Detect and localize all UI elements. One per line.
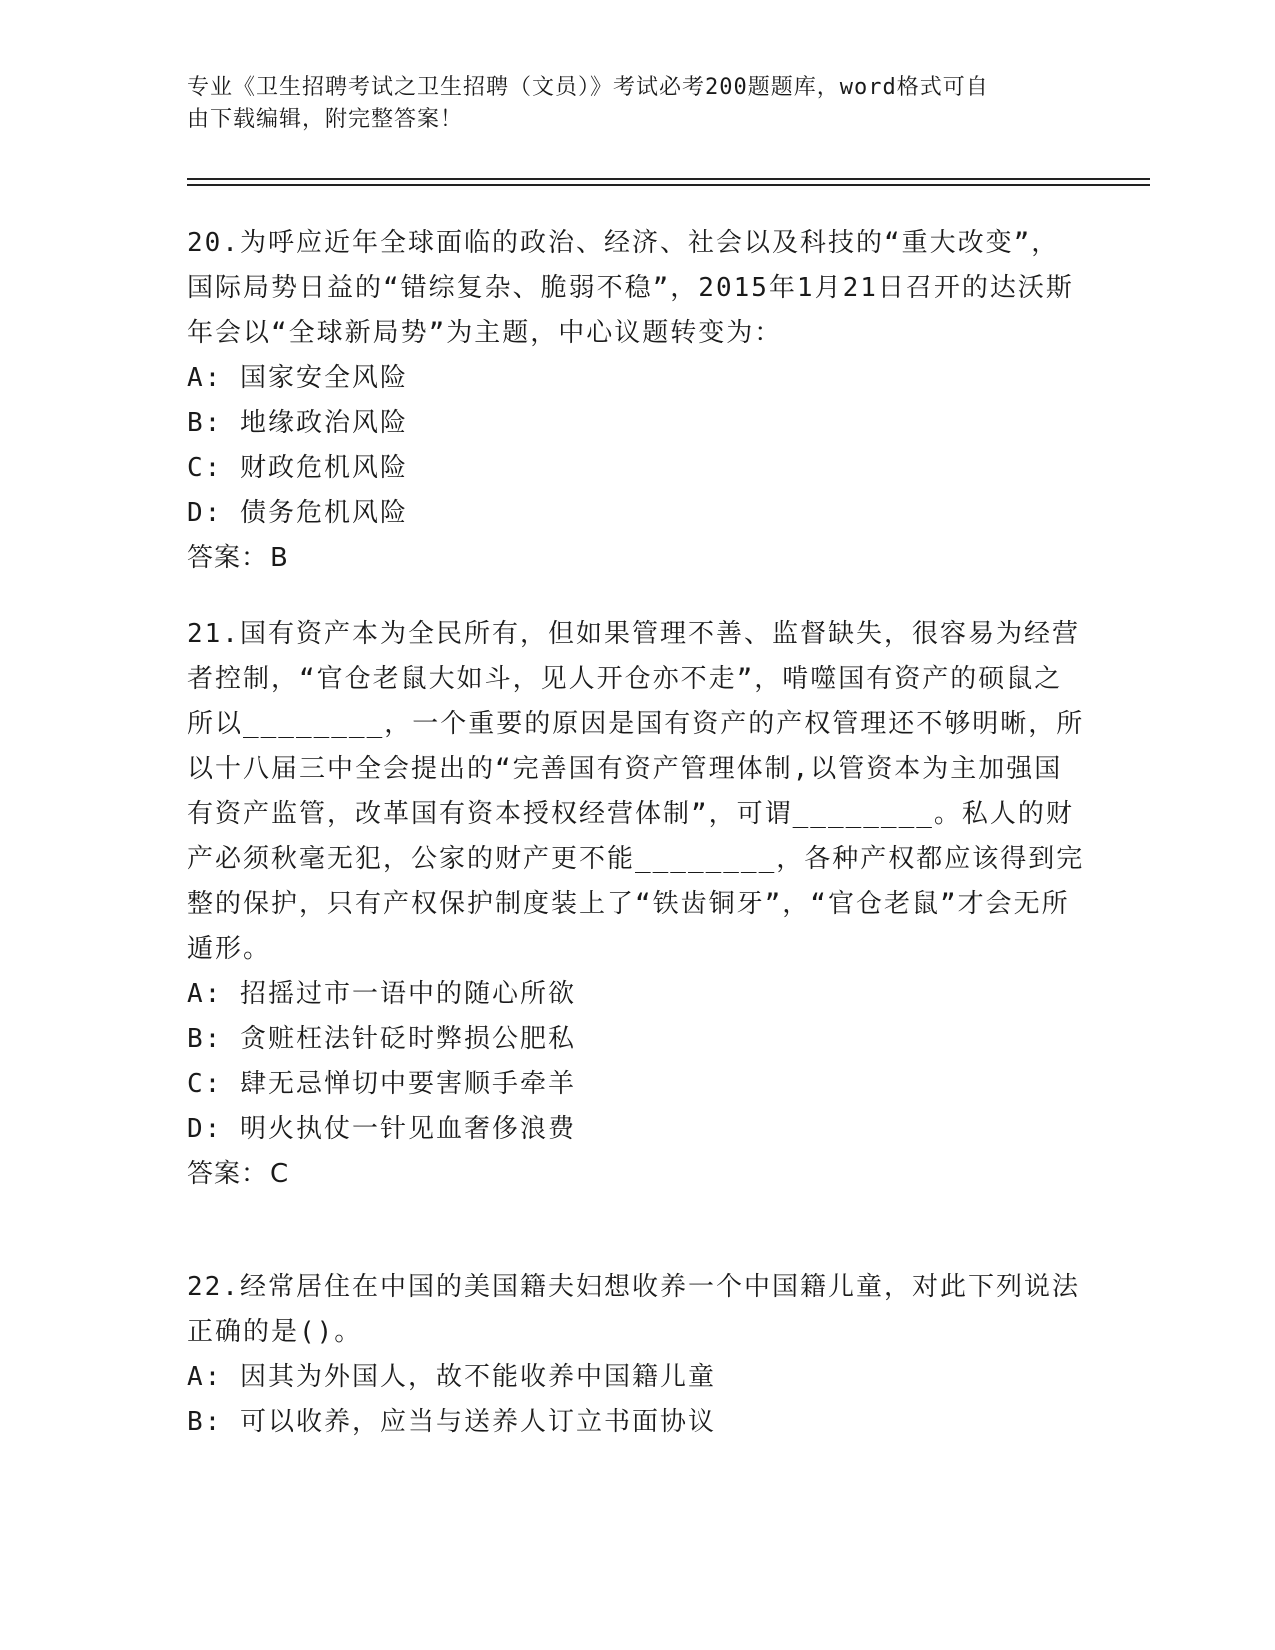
question-stem: 21.国有资产本为全民所有，但如果管理不善、监督缺失，很容易为经营者控制，“官仓老鼠大如斗，见人开仓亦不走”，啃噬国有资产的硕鼠之所以________，一个重要的原因是国有资产的产权管理还不够明晰，所以十八届三中全会提出的“完善国有资产管理体制,以管资本为主加强国有资产监管，改革国有资本授权经营体制”，可谓________。私人的财产必须秋毫无犯，公家的财产更不能________，各种产权都应该得到完整的保护，只有产权保护制度装上了“铁齿铜牙”，“官仓老鼠”才会无所遁形。 — [187, 619, 1085, 964]
option-c: C: 肆无忌惮切中要害顺手牵羊 — [187, 1069, 576, 1099]
question-20 — [187, 221, 1087, 581]
option-b: B: 地缘政治风险 — [187, 408, 408, 438]
question-stem: 20.为呼应近年全球面临的政治、经济、社会以及科技的“重大改变”，国际局势日益的“错综复杂、脆弱不稳”，2015年1月21日召开的达沃斯年会以“全球新局势”为主题，中心议题转变为： — [187, 228, 1074, 348]
option-c: C: 财政危机风险 — [187, 453, 408, 483]
option-a: A: 招摇过市一语中的随心所欲 — [187, 979, 576, 1009]
option-d: D: 债务危机风险 — [187, 498, 408, 528]
header-line-2: 由下载编辑，附完整答案！ — [187, 107, 464, 132]
option-b: B: 可以收养，应当与送养人订立书面协议 — [187, 1407, 716, 1437]
header-divider-bottom — [187, 184, 1150, 186]
option-a: A: 因其为外国人，故不能收养中国籍儿童 — [187, 1362, 716, 1392]
question-stem: 22.经常居住在中国的美国籍夫妇想收养一个中国籍儿童，对此下列说法正确的是()。 — [187, 1272, 1080, 1347]
answer-value: C — [270, 1159, 290, 1189]
header-line-1: 专业《卫生招聘考试之卫生招聘（文员）》考试必考200题题库，word格式可自 — [187, 75, 989, 100]
option-b: B: 贪赃枉法针砭时弊损公肥私 — [187, 1024, 576, 1054]
answer-value: B — [270, 543, 289, 573]
header-divider-top — [187, 178, 1150, 180]
option-d: D: 明火执仗一针见血奢侈浪费 — [187, 1114, 576, 1144]
option-a: A: 国家安全风险 — [187, 363, 408, 393]
document-header — [187, 72, 1067, 136]
question-21 — [187, 612, 1087, 1197]
answer-label: 答案： — [187, 1159, 269, 1189]
answer-label: 答案： — [187, 543, 269, 573]
answer-line — [187, 536, 1087, 581]
answer-line — [187, 1152, 1087, 1197]
question-22 — [187, 1265, 1087, 1445]
